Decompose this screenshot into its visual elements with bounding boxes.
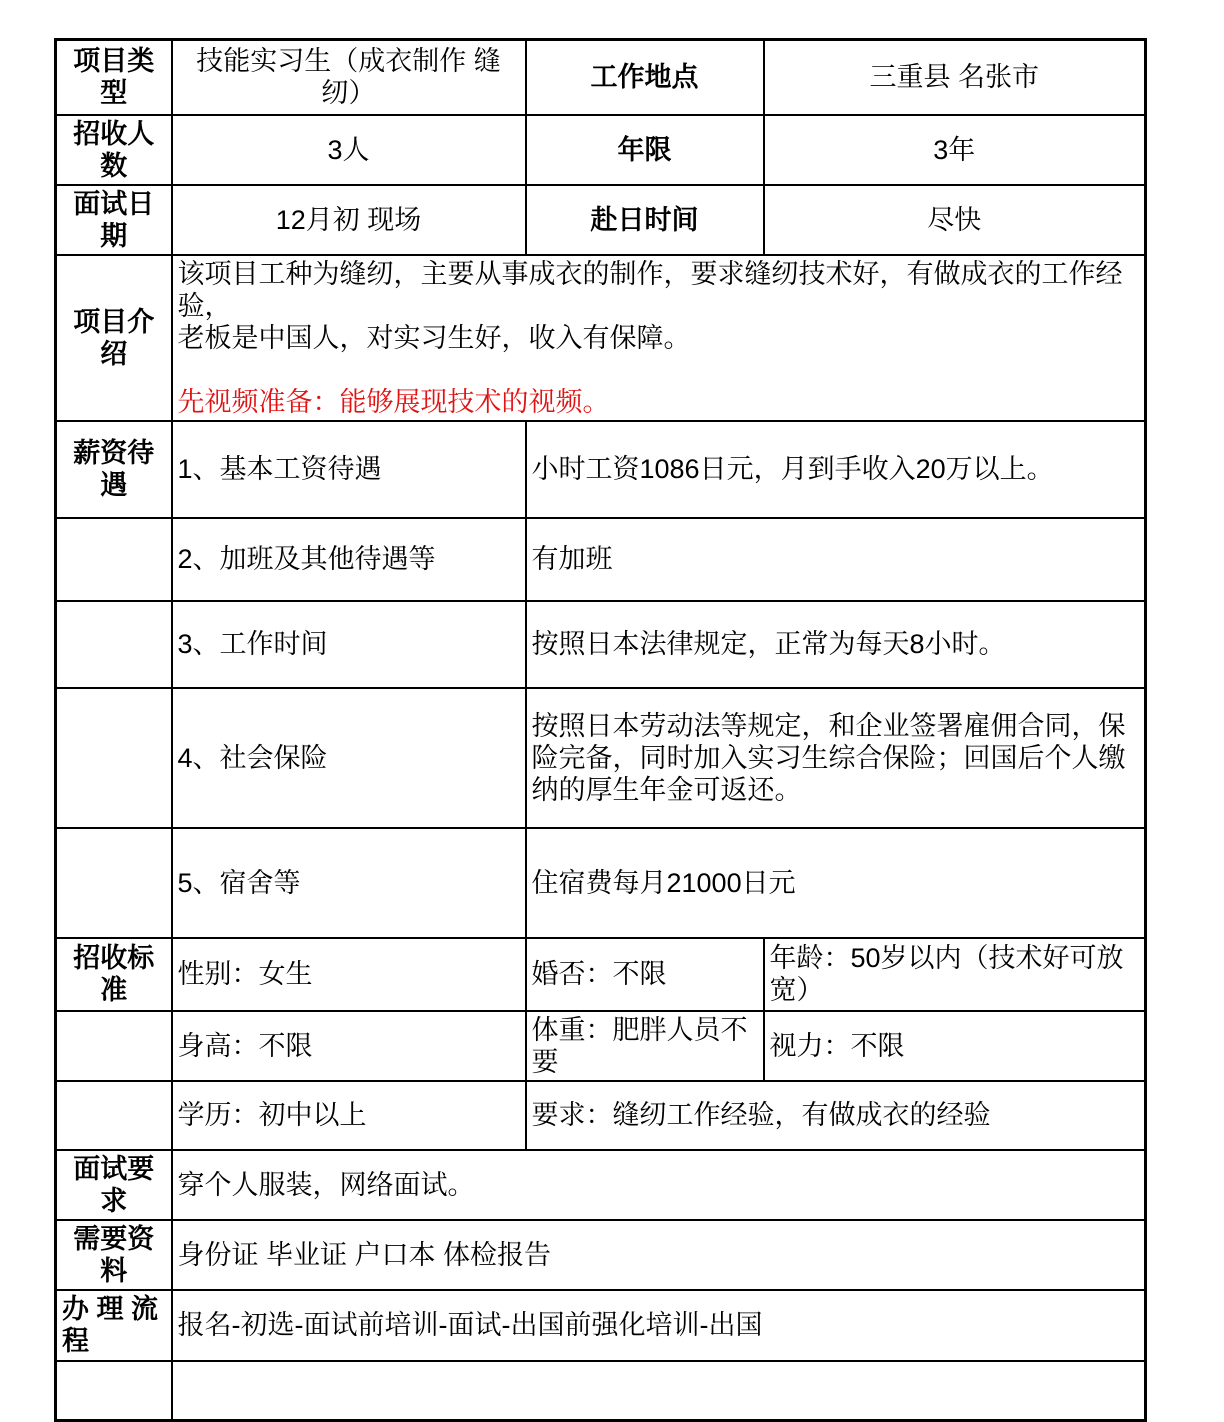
intro-red-note: 先视频准备：能够展现技术的视频。: [177, 386, 610, 417]
row-salary-insurance: [56, 688, 1146, 828]
criteria-education: 学历：初中以上: [172, 1081, 526, 1150]
row-criteria-3: [56, 1081, 1146, 1150]
intro-line-2: 老板是中国人，对实习生好，收入有保障。: [177, 322, 691, 353]
recruit-count-value: 3人: [172, 115, 526, 185]
required-documents-label: 需要资料: [56, 1220, 172, 1290]
criteria-age: 年龄：50岁以内（技术好可放宽）: [764, 938, 1146, 1011]
criteria-weight: 体重：肥胖人员不要: [526, 1011, 764, 1081]
term-value: 3年: [764, 115, 1146, 185]
row-criteria-1: [56, 938, 1146, 1011]
interview-date-label: 面试日期: [56, 185, 172, 255]
row-salary-dorm: [56, 828, 1146, 938]
partial-empty-value: [172, 1361, 1146, 1421]
row-recruit-count: [56, 115, 1146, 185]
criteria-section-label: 招收标准: [56, 938, 172, 1011]
process-label: 办 理 流程: [56, 1290, 172, 1361]
project-intro-content: [172, 255, 1146, 421]
row-empty-partial: [56, 1361, 1146, 1421]
salary-item-1-desc: 小时工资1086日元，月到手收入20万以上。: [526, 421, 1146, 518]
required-documents-value: 身份证 毕业证 户口本 体检报告: [172, 1220, 1146, 1290]
departure-time-value: 尽快: [764, 185, 1146, 255]
salary-item-1-name: 1、基本工资待遇: [172, 421, 526, 518]
criteria-gender: 性别：女生: [172, 938, 526, 1011]
salary-item-4-desc: 按照日本劳动法等规定，和企业签署雇佣合同，保险完备，同时加入实习生综合保险；回国后个人缴纳的厚生年金可返还。: [526, 688, 1146, 828]
recruit-count-label: 招收人数: [56, 115, 172, 185]
salary-item-3-name: 3、工作时间: [172, 601, 526, 688]
criteria-requirement: 要求：缝纫工作经验，有做成衣的经验: [526, 1081, 1146, 1150]
salary-empty-label-3: [56, 688, 172, 828]
row-interview-date: [56, 185, 1146, 255]
salary-item-4-name: 4、社会保险: [172, 688, 526, 828]
partial-empty-label: [56, 1361, 172, 1421]
salary-item-5-desc: 住宿费每月21000日元: [526, 828, 1146, 938]
salary-empty-label-1: [56, 518, 172, 601]
salary-item-2-name: 2、加班及其他待遇等: [172, 518, 526, 601]
project-type-value: 技能实习生（成衣制作 缝纫）: [172, 40, 526, 115]
row-required-documents: [56, 1220, 1146, 1290]
salary-item-3-desc: 按照日本法律规定，正常为每天8小时。: [526, 601, 1146, 688]
work-location-label: 工作地点: [526, 40, 764, 115]
criteria-vision: 视力：不限: [764, 1011, 1146, 1081]
row-process: [56, 1290, 1146, 1361]
project-type-label: 项目类型: [56, 40, 172, 115]
salary-item-2-desc: 有加班: [526, 518, 1146, 601]
interview-requirement-value: 穿个人服装，网络面试。: [172, 1150, 1146, 1220]
row-salary-base: [56, 421, 1146, 518]
row-project-type: [56, 40, 1146, 115]
interview-requirement-label: 面试要求: [56, 1150, 172, 1220]
interview-date-value: 12月初 现场: [172, 185, 526, 255]
process-value: 报名-初选-面试前培训-面试-出国前强化培训-出国: [172, 1290, 1146, 1361]
project-intro-label: 项目介绍: [56, 255, 172, 421]
intro-blank-line: [178, 354, 1140, 386]
departure-time-label: 赴日时间: [526, 185, 764, 255]
criteria-empty-label-1: [56, 1011, 172, 1081]
work-location-value: 三重县 名张市: [764, 40, 1146, 115]
term-label: 年限: [526, 115, 764, 185]
row-criteria-2: [56, 1011, 1146, 1081]
intro-line-1: 该项目工种为缝纫，主要从事成衣的制作，要求缝纫技术好，有做成衣的工作经验，: [177, 258, 1123, 321]
criteria-empty-label-2: [56, 1081, 172, 1150]
row-salary-overtime: [56, 518, 1146, 601]
salary-empty-label-2: [56, 601, 172, 688]
salary-section-label: 薪资待遇: [56, 421, 172, 518]
salary-empty-label-4: [56, 828, 172, 938]
row-salary-worktime: [56, 601, 1146, 688]
criteria-height: 身高：不限: [172, 1011, 526, 1081]
row-project-intro: [56, 255, 1146, 421]
salary-item-5-name: 5、宿舍等: [172, 828, 526, 938]
job-info-table: [54, 38, 1147, 1422]
criteria-marriage: 婚否：不限: [526, 938, 764, 1011]
row-interview-requirement: [56, 1150, 1146, 1220]
